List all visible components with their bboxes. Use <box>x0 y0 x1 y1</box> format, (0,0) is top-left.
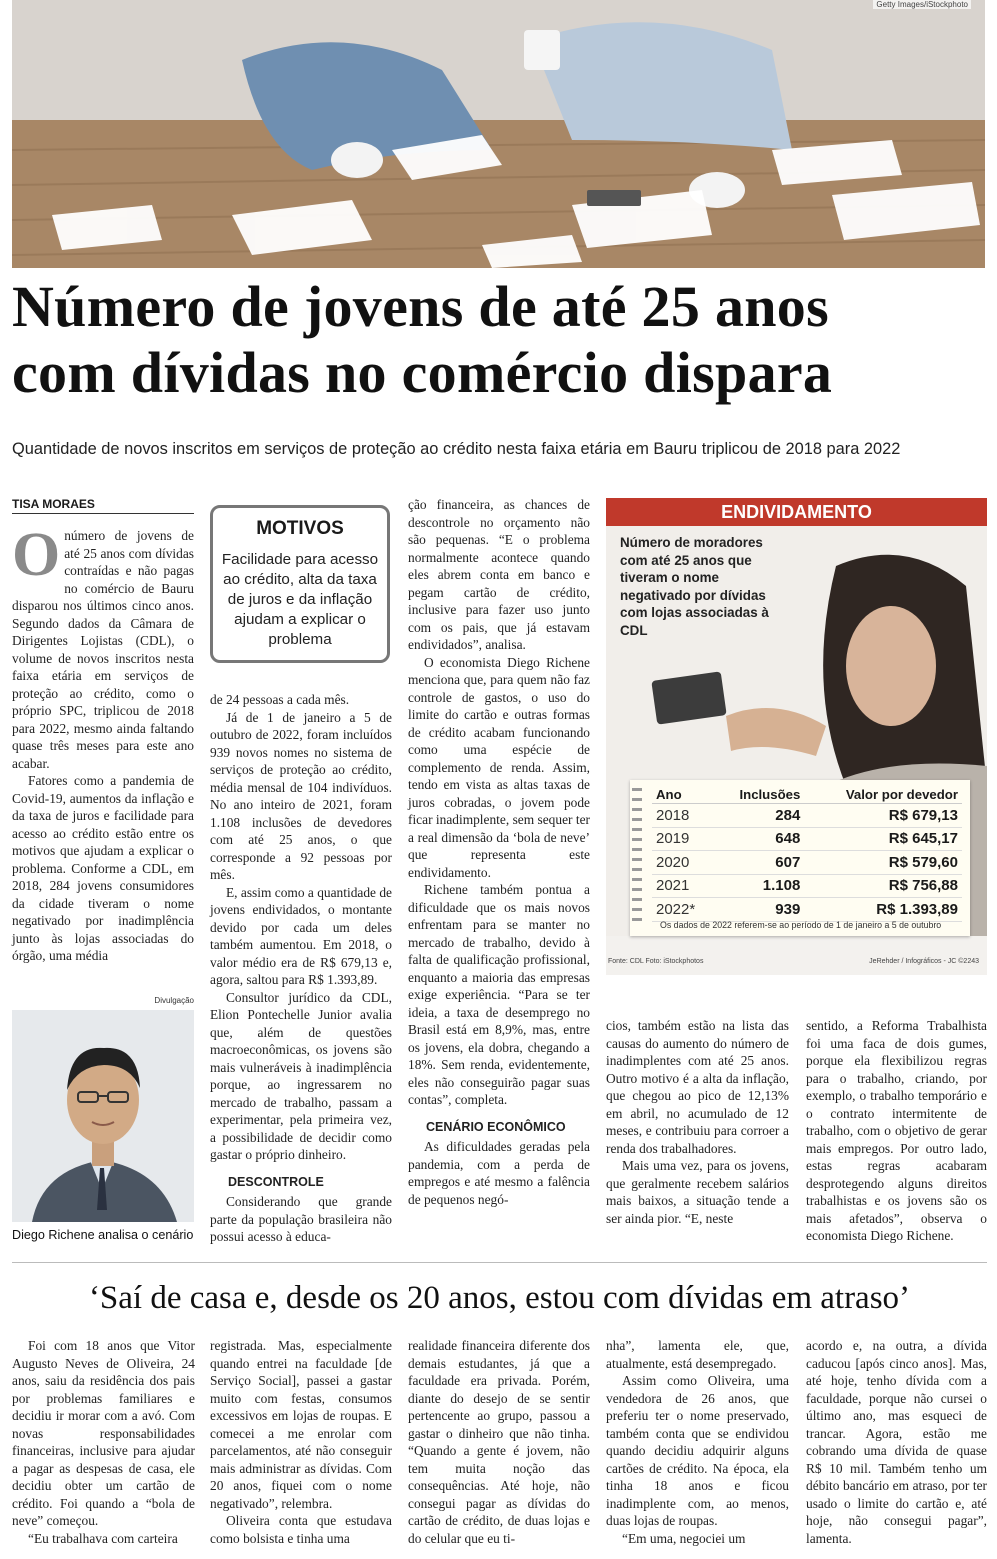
article-paragraph: sentido, a Reforma Trabalhista foi uma faca de dois gumes, porque ela flexibilizou regras para o trabalho, criando, por exemplo, o trabalho temporário e o contrato intermitente de trabalho, com o objetivo de gerar mais empregos. Por outro lado, estas regras acabaram desprotegendo alguns direitos trabalhistas e os jovens são os mais afetados”, observa o economista Diego Richene. <box>806 1018 987 1243</box>
article-paragraph: E, assim como a quantidade de jovens endividados, o montante devido por cada um deles também aumentou. Em 2018, o valor médio era de R$ 679,13 e, agora, saltou para R$ 1.393,89. <box>210 884 392 987</box>
sidebar-column-5 <box>806 1337 987 1547</box>
table-header: Ano <box>652 786 714 804</box>
article-column-5 <box>806 1017 987 1245</box>
table-row: 2018 284 R$ 679,13 <box>652 804 962 828</box>
photo-credit: Getty Images/iStockphoto <box>873 0 971 9</box>
article-paragraph: As dificuldades geradas pela pandemia, com a perda de empregos e até mesmo a falência de pequenos negó- <box>408 1139 590 1207</box>
table-header-row <box>652 786 962 804</box>
article-paragraph: Consultor jurídico da CDL, Elion Pontechelle Junior avalia que, além de questões macroeconômicas, os jovens são mais vulneráveis à inadimplência porque, ao ingressarem no mercado de trabalho, passam a experimentar, pela primeira vez, a possibilidade de decidir como gastar o próprio dinheiro. <box>210 989 392 1162</box>
infographic-intro: Número de moradores com até 25 anos que tiveram o nome negativado por dívidas com lojas associadas à CDL <box>620 535 769 638</box>
article-paragraph: acordo e, na outra, a dívida caducou [após cinco anos]. Mas, até hoje, tenho dívida com a faculdade, porque não cursei o último ano, mas esqueci de trancar. Agora, estão me cobrando uma dívida de quase R$ 10 mil. Também tenho um débito bancário em atraso, por ter usado o limite do cartão e, até hoje, não consegui pagar”, lamenta. <box>806 1338 987 1546</box>
article-paragraph: “Eu trabalhava com carteira <box>28 1530 178 1546</box>
article-paragraph: O economista Diego Richene menciona que, para quem não faz controle de gastos, o uso do limite do cartão e outras formas de crédito acabam funcionando como uma espécie de complemento de renda. Assim, tendo em vista as altas taxas de juros cobradas, o jovem pode ficar inadimplente, sem sequer ter a real dimensão da ‘bola de neve’ que representa este endividamento. <box>408 654 590 880</box>
motivos-box <box>210 505 390 663</box>
table-row: 2019 648 R$ 645,17 <box>652 827 962 851</box>
infographic-source: Fonte: CDL Foto: iStockphotos <box>608 958 704 965</box>
article-paragraph: nha”, lamenta ele, que, atualmente, está desempregado. <box>606 1338 789 1371</box>
portrait-photo <box>12 1010 194 1222</box>
article-paragraph: Já de 1 de janeiro a 5 de outubro de 2022, foram incluídos 939 novos nomes no sistema de serviços de proteção ao crédito, média mensal de 104 indivíduos. No ano inteiro de 2021, foram 1.108 inclusões de devedores com até 25 anos, o que corresponde a 92 pessoas por mês. <box>210 709 392 882</box>
table-row: 2022* 939 R$ 1.393,89 <box>652 898 962 922</box>
section-divider <box>12 1262 987 1263</box>
notebook-rings <box>632 788 642 928</box>
infographic-title: ENDIVIDAMENTO <box>606 498 987 526</box>
hero-photo <box>12 0 985 268</box>
article-paragraph: Assim como Oliveira, uma vendedora de 26 anos, que preferiu ter o nome preservado, também conta que se endividou quando decidiu adquirir alguns cartões de crédito. Na época, ela tinha 18 anos e ficou inadimplente com, ao menos, duas lojas de roupas. <box>606 1373 789 1528</box>
byline: TISA MORAES <box>12 497 194 514</box>
table-header: Inclusões <box>714 786 804 804</box>
article-column-1 <box>12 521 194 965</box>
article-paragraph: Mais uma vez, para os jovens, que geralmente recebem salários mais baixos, a situação tende a ser ainda pior. “E, neste <box>606 1158 789 1226</box>
table-note: Os dados de 2022 referem-se ao período de 1 de janeiro a 5 de outubro <box>660 920 942 930</box>
article-paragraph: Considerando que grande parte da população brasileira não possui acesso à educa- <box>210 1194 392 1244</box>
sidebar-column-2 <box>210 1337 392 1547</box>
data-table <box>652 786 962 922</box>
pull-quote-heading: ‘Saí de casa e, desde os 20 anos, estou com dívidas em atraso’ <box>88 1280 911 1316</box>
article-paragraph: Richene também pontua a dificuldade que os mais novos enfrentam para se manter no mercado de trabalho, devido à falta de qualificação profissional, enquanto a maioria das empresas exige experiência. “Para se ter ideia, a taxa de desemprego no Brasil está em 8,9%, mas, entre os jovens, ela dobra, chegando a 18%. Sem renda, evidentemente, eles não conseguirão pagar suas contas”, completa. <box>408 882 590 1107</box>
article-paragraph: Foi com 18 anos que Vitor Augusto Neves de Oliveira, 24 anos, saiu da residência dos pais por problemas familiares e decidiu ir morar com a avó. Com novas responsabilidades financeiras, inclusive para ajudar a pagar as despesas de casa, ele decidiu obter um cartão de crédito. Foi quando a “bola de neve” começou. <box>12 1338 195 1528</box>
headline <box>12 274 987 406</box>
article-column-2 <box>210 691 392 1246</box>
section-heading-cenario: CENÁRIO ECONÔMICO <box>426 1119 566 1134</box>
infographic-footer <box>606 958 987 965</box>
drop-cap: O <box>12 521 61 589</box>
portrait-illustration <box>12 1010 194 1222</box>
hero-illustration <box>12 0 985 268</box>
infographic-credit: JeRehder / Infográficos - JC ©2243 <box>869 958 979 965</box>
article-paragraph: “Em uma, negociei um <box>622 1530 746 1546</box>
table-row: 2021 1.108 R$ 756,88 <box>652 874 962 898</box>
article-column-4 <box>606 1017 789 1227</box>
sidebar-column-1 <box>12 1337 195 1547</box>
motivos-title: MOTIVOS <box>256 518 344 539</box>
section-heading-descontrole: DESCONTROLE <box>228 1174 324 1189</box>
headline-line-2: com dívidas no comércio dispara <box>12 340 833 405</box>
table-header: Valor por devedor <box>804 786 962 804</box>
motivos-body: Facilidade para acesso ao crédito, alta da taxa de juros e da inflação ajudam a explicar o problema <box>221 551 379 648</box>
article-paragraph: ção financeira, as chances de descontrole no orçamento não são pequenas. “E o problema normalmente acontece quando eles abrem conta em banco e pegam cartão de crédito, inclusive para fazer uso junto com os pais, que já estavam endividados”, analisa. <box>408 497 590 652</box>
portrait-credit: Divulgação <box>154 996 194 1005</box>
article-paragraph: cios, também estão na lista das causas do aumento do número de inadimplentes com até 25 anos. Outro motivo é a alta da inflação, que chegou ao pico de 12,13% em abril, no acumulado de 12 meses, e contribuiu para corroer a renda dos trabalhadores. <box>606 1018 789 1156</box>
article-paragraph: Fatores como a pandemia de Covid-19, aumentos da inflação e da taxa de juros e facilidade para acesso ao crédito estão entre os motivos que ajudam a explicar o problema. Conforme a CDL, em 2018, 284 jovens consumidores da cidade tiveram o nome negativado por inadimplência junto às lojas associadas do órgão, uma média <box>12 773 194 963</box>
subheadline: Quantidade de novos inscritos em serviços de proteção ao crédito nesta faixa etária em Bauru triplicou de 2018 para 2022 <box>12 440 901 458</box>
sidebar-column-4 <box>606 1337 789 1547</box>
data-table-card <box>630 780 970 936</box>
article-column-3 <box>408 496 590 1208</box>
sidebar-column-3 <box>408 1337 590 1547</box>
article-paragraph: de 24 pessoas a cada mês. <box>210 692 350 707</box>
article-paragraph: Oliveira conta que estudava como bolsista e tinha uma <box>210 1513 392 1546</box>
portrait-caption: Diego Richene analisa o cenário <box>12 1228 194 1242</box>
infographic-endividamento <box>606 498 987 975</box>
article-paragraph: Onúmero de jovens de até 25 anos com dívidas contraídas e não pagas no comércio de Bauru disparou nos últimos cinco anos. Segundo dados da Câmara de Dirigentes Lojistas (CDL), o volume de novos inscritos nesta faixa etária em serviços de proteção ao crédito, como o próprio SPC, triplicou de 2018 para 2022, mesmo ainda faltando quase três meses para este ano acabar. <box>12 521 194 771</box>
article-paragraph: realidade financeira diferente dos demais estudantes, já que a faculdade era privada. Porém, diante do desejo de se sentir pertencente ao grupo, passou a gastar o dinheiro que não tinha. “Quando a gente é jovem, não tem muita noção das consequências. Até hoje, não consegui pagar as dívidas do cartão de crédito, de duas lojas e do celular que eu ti- <box>408 1338 590 1546</box>
headline-line-1: Número de jovens de até 25 anos <box>12 274 829 339</box>
article-paragraph: registrada. Mas, especialmente quando entrei na faculdade [de Serviço Social], passei a gastar muito com festas, consumos excessivos em lojas de roupas. E comecei a me enrolar com parcelamentos, até não conseguir mais administrar as dívidas. Com 20 anos, fiquei com o nome negativado”, relembra. <box>210 1338 392 1511</box>
table-row: 2020 607 R$ 579,60 <box>652 851 962 875</box>
